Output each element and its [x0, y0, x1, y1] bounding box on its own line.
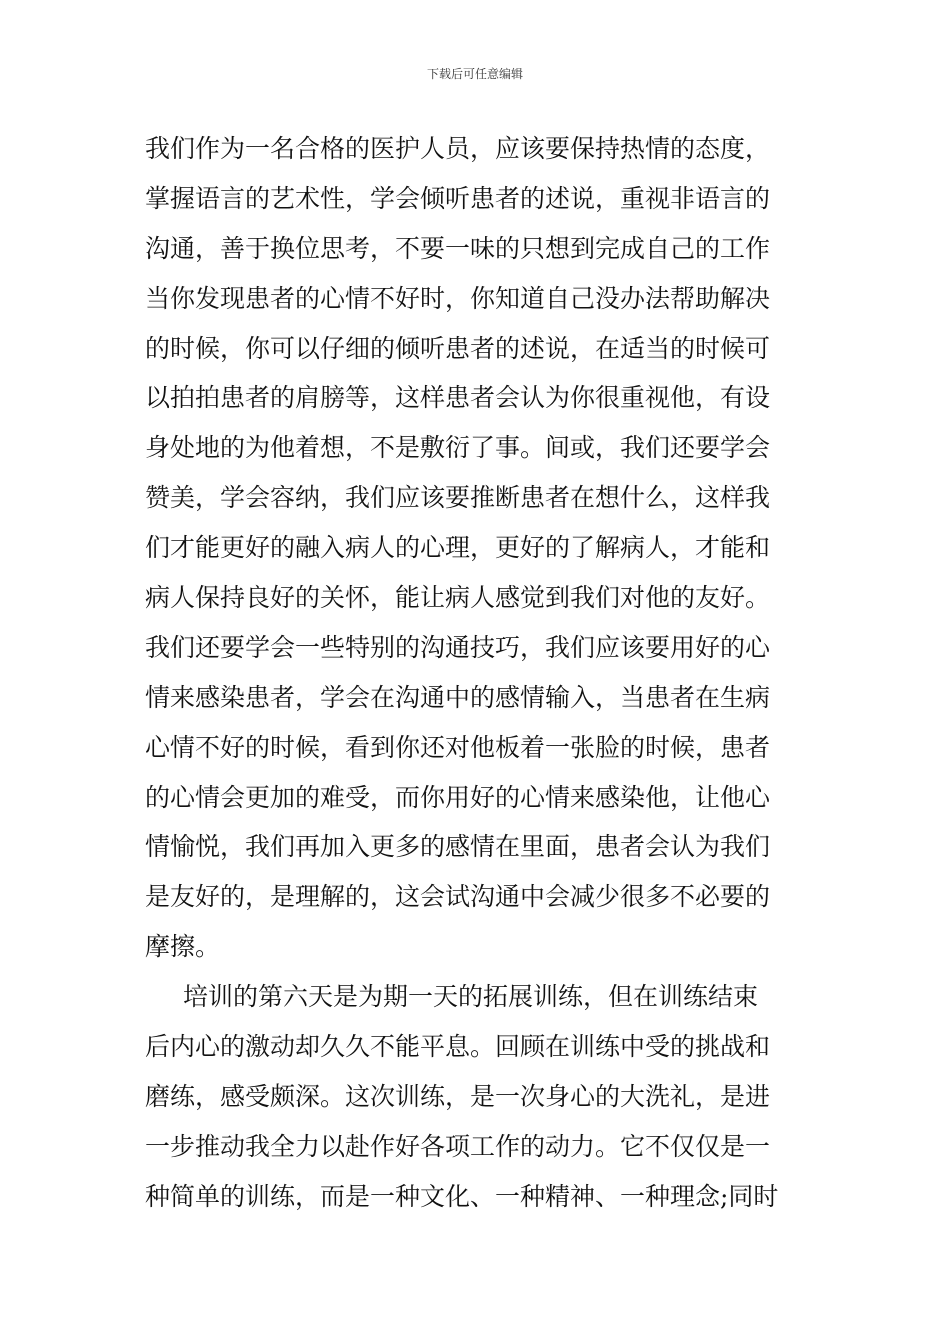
text-line-indented: 培训的第六天是为期一天的拓展训练，但在训练结束 — [183, 982, 759, 1012]
text-line: 当你发现患者的心情不好时，你知道自己没办法帮助解决 — [145, 283, 771, 313]
document-body — [145, 124, 810, 1222]
text-line: 身处地的为他着想，不是敷衍了事。间或，我们还要学会 — [145, 433, 771, 463]
text-line: 我们还要学会一些特别的沟通技巧，我们应该要用好的心 — [145, 632, 771, 662]
text-line: 情愉悦，我们再加入更多的感情在里面，患者会认为我们 — [145, 832, 771, 862]
text-line: 沟通，善于换位思考，不要一味的只想到完成自己的工作 — [145, 233, 771, 263]
text-line: 摩擦。 — [145, 932, 221, 962]
text-line: 情来感染患者，学会在沟通中的感情输入，当患者在生病 — [145, 682, 771, 712]
text-line: 磨练，感受颇深。这次训练，是一次身心的大洗礼，是进 — [145, 1081, 771, 1111]
text-line: 一步推动我全力以赴作好各项工作的动力。它不仅仅是一 — [145, 1131, 771, 1161]
text-line: 掌握语言的艺术性，学会倾听患者的述说，重视非语言的 — [145, 183, 771, 213]
text-line: 心情不好的时候，看到你还对他板着一张脸的时候，患者 — [145, 732, 771, 762]
text-line: 赞美，学会容纳，我们应该要推断患者在想什么，这样我 — [145, 483, 771, 513]
text-line: 的心情会更加的难受，而你用好的心情来感染他，让他心 — [145, 782, 771, 812]
page-header: 下载后可任意编辑 — [426, 67, 523, 81]
text-line: 是友好的，是理解的，这会试沟通中会减少很多不必要的 — [145, 882, 771, 912]
text-line: 后内心的激动却久久不能平息。回顾在训练中受的挑战和 — [145, 1032, 771, 1062]
text-line: 的时候，你可以仔细的倾听患者的述说，在适当的时候可 — [145, 333, 771, 363]
text-line: 以拍拍患者的肩膀等，这样患者会认为你很重视他，有设 — [145, 383, 771, 413]
text-line: 我们作为一名合格的医护人员，应该要保持热情的态度， — [145, 134, 771, 163]
text-line: 种简单的训练，而是一种文化、一种精神、一种理念;同时 — [145, 1181, 779, 1211]
paragraph-2 — [145, 972, 810, 1221]
paragraph-1 — [145, 124, 810, 972]
text-line: 病人保持良好的关怀，能让病人感觉到我们对他的友好。 — [145, 583, 771, 613]
text-line: 们才能更好的融入病人的心理，更好的了解病人，才能和 — [145, 533, 771, 563]
